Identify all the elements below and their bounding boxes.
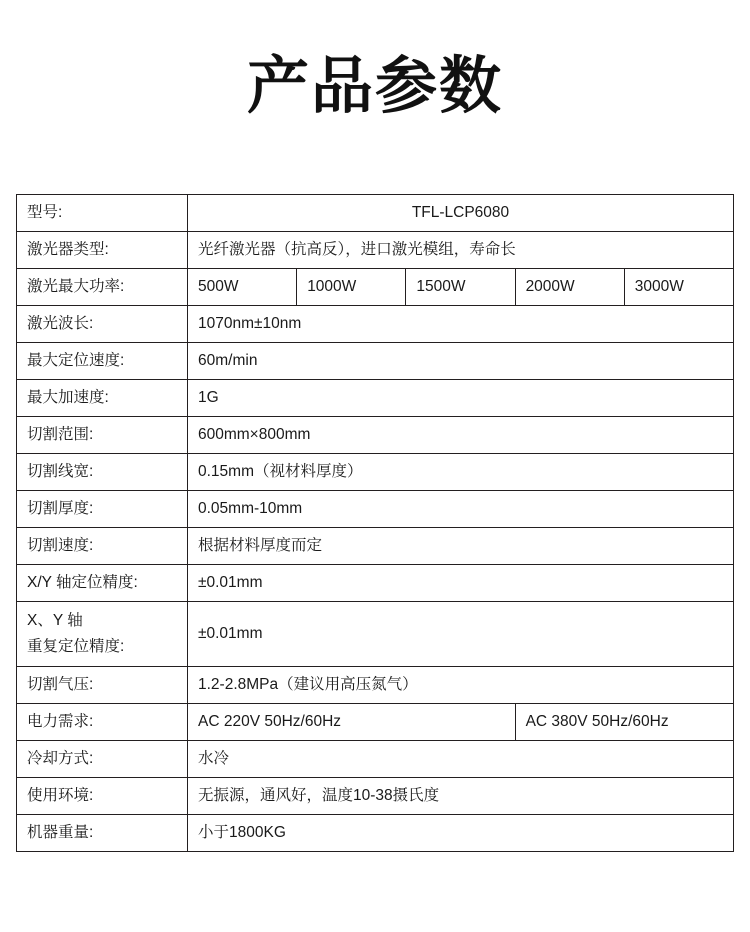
row-value: ±0.01mm bbox=[188, 602, 734, 667]
row-value: 根据材料厚度而定 bbox=[188, 528, 734, 565]
row-value: 1.2-2.8MPa（建议用高压氮气） bbox=[188, 667, 734, 704]
table-row bbox=[17, 195, 734, 232]
row-value: 0.05mm-10mm bbox=[188, 491, 734, 528]
table-row bbox=[17, 565, 734, 602]
row-label bbox=[17, 602, 188, 667]
row-label-line1: X、Y 轴 bbox=[27, 611, 83, 629]
row-label: 激光器类型: bbox=[17, 232, 188, 269]
power-option: 500W bbox=[188, 269, 297, 306]
table-row bbox=[17, 380, 734, 417]
row-label: 激光波长: bbox=[17, 306, 188, 343]
table-row bbox=[17, 417, 734, 454]
table-row-power bbox=[17, 269, 734, 306]
row-value: 无振源，通风好，温度10-38摄氏度 bbox=[188, 778, 734, 815]
row-value: 水冷 bbox=[188, 741, 734, 778]
row-label: 切割厚度: bbox=[17, 491, 188, 528]
power-option: 2000W bbox=[515, 269, 624, 306]
row-value: 小于1800KG bbox=[188, 815, 734, 852]
row-label: 电力需求: bbox=[17, 704, 188, 741]
row-value: ±0.01mm bbox=[188, 565, 734, 602]
table-row bbox=[17, 815, 734, 852]
row-label: 最大加速度: bbox=[17, 380, 188, 417]
row-label: 型号: bbox=[17, 195, 188, 232]
table-row bbox=[17, 528, 734, 565]
row-value: 1G bbox=[188, 380, 734, 417]
table-row bbox=[17, 343, 734, 380]
row-label: 切割范围: bbox=[17, 417, 188, 454]
row-value: TFL-LCP6080 bbox=[188, 195, 734, 232]
table-row bbox=[17, 667, 734, 704]
row-label-line2: 重复定位精度: bbox=[27, 638, 125, 656]
table-row bbox=[17, 602, 734, 667]
row-label: 最大定位速度: bbox=[17, 343, 188, 380]
table-row bbox=[17, 778, 734, 815]
power-option: 3000W bbox=[624, 269, 733, 306]
row-label: 使用环境: bbox=[17, 778, 188, 815]
product-spec-table bbox=[16, 194, 734, 852]
row-value: 60m/min bbox=[188, 343, 734, 380]
row-value: 光纤激光器（抗高反），进口激光模组，寿命长 bbox=[188, 232, 734, 269]
table-row bbox=[17, 704, 734, 741]
row-label: 切割线宽: bbox=[17, 454, 188, 491]
row-value-right: AC 380V 50Hz/60Hz bbox=[515, 704, 733, 741]
power-option: 1500W bbox=[406, 269, 515, 306]
power-option: 1000W bbox=[297, 269, 406, 306]
table-row bbox=[17, 491, 734, 528]
row-value: 0.15mm（视材料厚度） bbox=[188, 454, 734, 491]
row-label: X/Y 轴定位精度: bbox=[17, 565, 188, 602]
row-label: 机器重量: bbox=[17, 815, 188, 852]
row-label: 激光最大功率: bbox=[17, 269, 188, 306]
table-row bbox=[17, 454, 734, 491]
table-row bbox=[17, 232, 734, 269]
spec-table-container bbox=[16, 120, 734, 852]
row-label: 切割速度: bbox=[17, 528, 188, 565]
row-value-left: AC 220V 50Hz/60Hz bbox=[188, 704, 516, 741]
table-row bbox=[17, 306, 734, 343]
row-value: 1070nm±10nm bbox=[188, 306, 734, 343]
row-value: 600mm×800mm bbox=[188, 417, 734, 454]
row-label: 冷却方式: bbox=[17, 741, 188, 778]
table-row bbox=[17, 741, 734, 778]
page-title: 产品参数 bbox=[246, 49, 503, 122]
row-label: 切割气压: bbox=[17, 667, 188, 704]
